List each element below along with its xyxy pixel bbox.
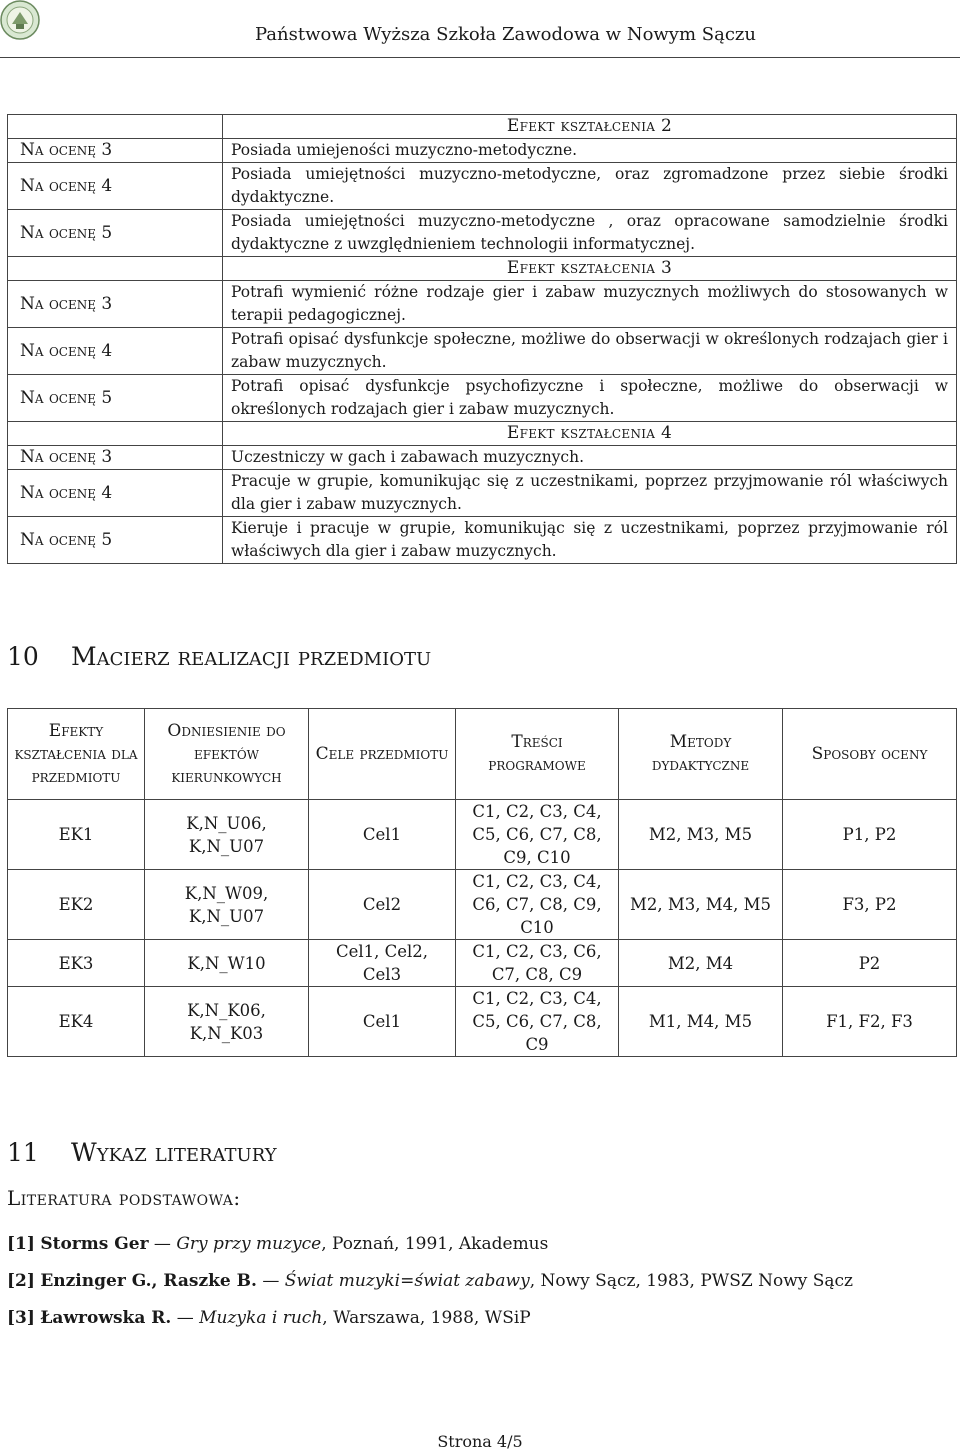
grade-label: Na ocenę 3	[8, 139, 223, 163]
realization-matrix-table	[7, 708, 957, 1057]
table-row	[8, 800, 957, 870]
matrix-cell: K,N_U06, K,N_U07	[145, 800, 309, 870]
matrix-cell: Cel1	[309, 800, 456, 870]
matrix-header-cell: Metody dydaktyczne	[619, 709, 783, 800]
matrix-cell: Cel1	[309, 987, 456, 1057]
literature-reference	[7, 1234, 548, 1254]
ref-author: Enzinger G., Raszke B.	[40, 1271, 257, 1291]
effect-description: Potrafi wymienić różne rodzaje gier i zabaw muzycznych możliwych do stosowanych w terapii pedagogicznej.	[223, 281, 957, 328]
ref-title: Świat muzyki=świat zabawy	[284, 1271, 530, 1291]
grade-label: Na ocenę 5	[8, 517, 223, 564]
ref-details: , Poznań, 1991, Akademus	[321, 1234, 549, 1254]
effect-heading: Efekt kształcenia 4	[223, 422, 957, 446]
matrix-cell: F1, F2, F3	[783, 987, 957, 1057]
matrix-cell: M2, M3, M5	[619, 800, 783, 870]
matrix-header-cell: Sposoby oceny	[783, 709, 957, 800]
effect-heading: Efekt kształcenia 3	[223, 257, 957, 281]
matrix-cell: M2, M4	[619, 940, 783, 987]
university-logo-icon	[0, 0, 44, 44]
matrix-header-cell: Cele przedmiotu	[309, 709, 456, 800]
matrix-cell: K,N_W10	[145, 940, 309, 987]
effect-heading: Efekt kształcenia 2	[223, 115, 957, 139]
section-title: Wykaz literatury	[71, 1138, 277, 1167]
effect-description: Posiada umiejętności muzyczno-metodyczne , oraz opracowane samodzielnie środki dydaktyczne z uwzględnieniem technologii informatycznej.	[223, 210, 957, 257]
matrix-cell: K,N_K06, K,N_K03	[145, 987, 309, 1057]
matrix-cell: P1, P2	[783, 800, 957, 870]
effect-description: Potrafi opisać dysfunkcje społeczne, możliwe do obserwacji w określonych rodzajach gier i zabaw muzycznych.	[223, 328, 957, 375]
matrix-cell: EK1	[8, 800, 145, 870]
section-title: Macierz realizacji przedmiotu	[71, 642, 432, 671]
section-number: 10	[7, 642, 39, 671]
matrix-cell: EK3	[8, 940, 145, 987]
literature-reference	[7, 1271, 853, 1291]
literature-reference	[7, 1308, 531, 1328]
ref-title: Gry przy muzyce	[176, 1234, 322, 1254]
matrix-cell: C1, C2, C3, C4, C5, C6, C7, C8, C9	[456, 987, 619, 1057]
matrix-cell: Cel1, Cel2, Cel3	[309, 940, 456, 987]
matrix-cell: K,N_W09, K,N_U07	[145, 870, 309, 940]
ref-number: [2]	[7, 1271, 35, 1291]
matrix-cell: F3, P2	[783, 870, 957, 940]
effect-description: Posiada umiejeności muzyczno-metodyczne.	[223, 139, 957, 163]
matrix-header-cell: Odniesienie do efektów kierunkowych	[145, 709, 309, 800]
matrix-header-cell: Treści programowe	[456, 709, 619, 800]
matrix-cell: P2	[783, 940, 957, 987]
grade-label: Na ocenę 3	[8, 281, 223, 328]
matrix-cell: M1, M4, M5	[619, 987, 783, 1057]
ref-separator: —	[148, 1234, 177, 1254]
effect-description: Posiada umiejętności muzyczno-metodyczne, oraz zgromadzone przez siebie środki dydaktyczne.	[223, 163, 957, 210]
grade-label: Na ocenę 5	[8, 210, 223, 257]
ref-number: [3]	[7, 1308, 35, 1328]
matrix-cell: Cel2	[309, 870, 456, 940]
section-10-heading	[7, 642, 431, 671]
effect-description: Potrafi opisać dysfunkcje psychofizyczne i społeczne, możliwe do obserwacji w określonych rodzajach gier i zabaw muzycznych.	[223, 375, 957, 422]
grade-label: Na ocenę 3	[8, 446, 223, 470]
header-divider	[0, 57, 960, 58]
matrix-cell: EK2	[8, 870, 145, 940]
table-row	[8, 940, 957, 987]
ref-author: Storms Ger	[40, 1234, 149, 1254]
table-row	[8, 987, 957, 1057]
section-number: 11	[7, 1138, 39, 1167]
grade-label: Na ocenę 4	[8, 470, 223, 517]
matrix-cell: C1, C2, C3, C4, C5, C6, C7, C8, C9, C10	[456, 800, 619, 870]
effects-table	[7, 114, 957, 564]
effect-description: Pracuje w grupie, komunikując się z uczestnikami, poprzez przyjmowanie ról właściwych dla gier i zabaw muzycznych.	[223, 470, 957, 517]
ref-separator: —	[171, 1308, 200, 1328]
grade-label: Na ocenę 4	[8, 328, 223, 375]
effect-description: Uczestniczy w gach i zabawach muzycznych.	[223, 446, 957, 470]
section-11-heading	[7, 1138, 277, 1167]
ref-number: [1]	[7, 1234, 35, 1254]
ref-separator: —	[256, 1271, 285, 1291]
matrix-cell: EK4	[8, 987, 145, 1057]
ref-title: Muzyka i ruch	[199, 1308, 323, 1328]
header-title: Państwowa Wyższa Szkoła Zawodowa w Nowym Sączu	[255, 24, 756, 45]
matrix-header-cell: Efekty kształcenia dla przedmiotu	[8, 709, 145, 800]
grade-label: Na ocenę 4	[8, 163, 223, 210]
ref-details: , Nowy Sącz, 1983, PWSZ Nowy Sącz	[529, 1271, 854, 1291]
matrix-cell: M2, M3, M4, M5	[619, 870, 783, 940]
grade-label: Na ocenę 5	[8, 375, 223, 422]
table-row	[8, 870, 957, 940]
literature-heading: Literatura podstawowa:	[7, 1186, 241, 1210]
ref-author: Ławrowska R.	[40, 1308, 172, 1328]
matrix-cell: C1, C2, C3, C4, C6, C7, C8, C9, C10	[456, 870, 619, 940]
page-number: Strona 4/5	[437, 1432, 523, 1451]
ref-details: , Warszawa, 1988, WSiP	[322, 1308, 531, 1328]
matrix-cell: C1, C2, C3, C6, C7, C8, C9	[456, 940, 619, 987]
effect-description: Kieruje i pracuje w grupie, komunikując się z uczestnikami, poprzez przyjmowanie ról właściwych dla gier i zabaw muzycznych.	[223, 517, 957, 564]
